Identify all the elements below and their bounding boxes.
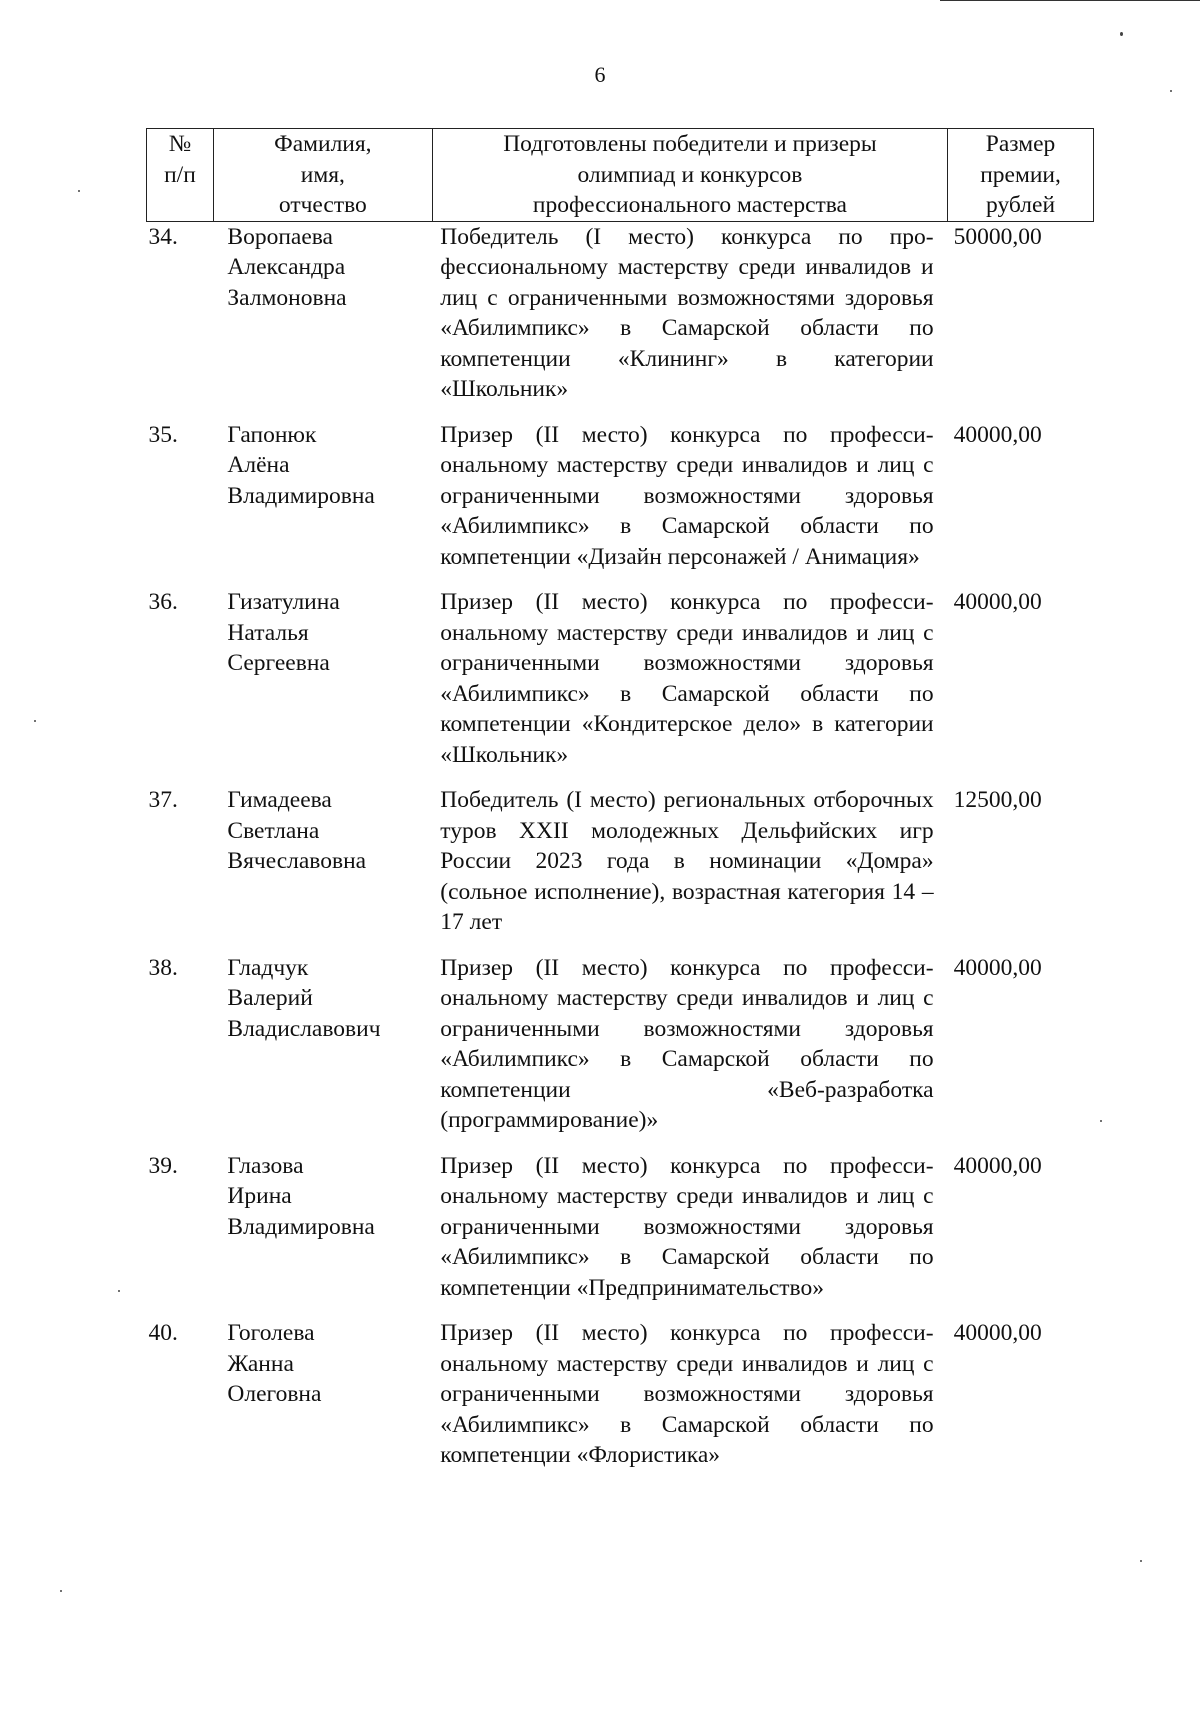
header-award-amount: Размер премии, рублей	[948, 129, 1094, 222]
table-row	[147, 953, 1094, 1151]
row-full-name	[213, 953, 432, 1151]
table-row	[147, 1318, 1094, 1486]
surname: Гоголева	[227, 1320, 315, 1346]
row-achievement: Призер (II место) конкурса по профессиональному мастерству среди инвалидов и лиц с ограниченными возможностями здоровья «Абилимпикс» в Самарской области по компетенции «Предпринимательство»	[440, 1152, 934, 1301]
header-number: № п/п	[147, 129, 214, 222]
row-full-name	[213, 420, 432, 588]
patronymic: Владимировна	[227, 1213, 375, 1240]
row-full-name	[213, 221, 432, 420]
row-number: 35.	[148, 421, 178, 448]
row-full-name	[213, 1318, 432, 1486]
row-full-name	[213, 587, 432, 785]
row-number: 34.	[148, 223, 178, 250]
surname: Воропаева	[227, 223, 333, 250]
patronymic: Залмоновна	[227, 284, 347, 311]
table-row	[147, 420, 1094, 588]
table-body	[147, 221, 1094, 1486]
first-name: Алёна	[227, 452, 290, 478]
patronymic: Олеговна	[227, 1381, 322, 1407]
row-award-amount: 40000,00	[953, 421, 1042, 448]
table-row	[147, 587, 1094, 785]
row-number: 37.	[148, 787, 178, 813]
surname: Гладчук	[227, 954, 309, 981]
patronymic: Владимировна	[227, 482, 375, 509]
row-achievement: Призер (II место) конкурса по профессиональному мастерству среди инвалидов и лиц с ограниченными возможностями здоровья «Абилимпикс» в Самарской области по компетенции «Флористика»	[440, 1320, 934, 1468]
row-number: 38.	[148, 954, 178, 981]
surname: Гизатулина	[227, 589, 340, 615]
first-name: Светлана	[227, 817, 320, 844]
table-row	[147, 1151, 1094, 1319]
first-name: Ирина	[227, 1183, 292, 1209]
row-award-amount: 40000,00	[953, 954, 1042, 981]
header-full-name: Фамилия, имя, отчество	[213, 129, 432, 222]
row-award-amount: 40000,00	[953, 589, 1042, 615]
row-award-amount: 50000,00	[953, 223, 1042, 250]
row-achievement: Победитель (I место) региональных отборочных туров XXII молодежных Дельфийских игр России 2023 года в номинации «Домра» (сольное исполнение), возрастная категория 14 – 17 лет	[440, 787, 934, 935]
row-full-name	[213, 785, 432, 953]
first-name: Наталья	[227, 619, 309, 646]
first-name: Жанна	[227, 1350, 294, 1377]
patronymic: Сергеевна	[227, 650, 330, 676]
table-row	[147, 785, 1094, 953]
row-award-amount: 40000,00	[953, 1152, 1042, 1179]
row-number: 40.	[148, 1320, 178, 1346]
row-number: 39.	[148, 1152, 178, 1179]
table-row	[147, 221, 1094, 420]
row-achievement: Призер (II место) конкурса по профессиональному мастерству среди инвалидов и лиц с ограниченными возможностями здоровья «Абилимпикс» в Самарской области по компетенции «Кондитерское дело» в категории «Школьник»	[440, 589, 934, 768]
first-name: Валерий	[227, 985, 313, 1011]
row-full-name	[213, 1151, 432, 1319]
surname: Глазова	[227, 1152, 304, 1179]
surname: Гапонюк	[227, 421, 317, 448]
awards-table	[146, 128, 1094, 1486]
first-name: Александра	[227, 254, 346, 280]
surname: Гимадеева	[227, 787, 332, 813]
row-award-amount: 40000,00	[953, 1320, 1042, 1346]
row-number: 36.	[148, 589, 178, 615]
patronymic: Вячеславовна	[227, 848, 367, 874]
row-award-amount: 12500,00	[953, 787, 1042, 813]
row-achievement: Призер (II место) конкурса по профессиональному мастерству среди инвалидов и лиц с ограниченными возможностями здоровья «Абилимпикс» в Самарской области по компетенции «Веб-разработка (программирование)»	[440, 954, 934, 1133]
table-header	[147, 129, 1094, 222]
header-achievement: Подготовлены победители и призеры олимпиад и конкурсов профессионального мастерства	[432, 129, 947, 222]
page-number: 6	[594, 62, 606, 87]
scan-top-rule	[940, 0, 1200, 1]
patronymic: Владиславович	[227, 1015, 381, 1042]
row-achievement: Призер (II место) конкурса по профессиональному мастерству среди инвалидов и лиц с ограниченными возможностями здоровья «Абилимпикс» в Самарской области по компетенции «Дизайн персонажей / Анимация»	[440, 421, 934, 570]
row-achievement: Победитель (I место) конкурса по профессиональному мастерству среди инвалидов и лиц с ограниченными возможностями здоровья «Абилимпикс» в Самарской области по компетенции «Клининг» в категории «Школьник»	[440, 223, 934, 402]
